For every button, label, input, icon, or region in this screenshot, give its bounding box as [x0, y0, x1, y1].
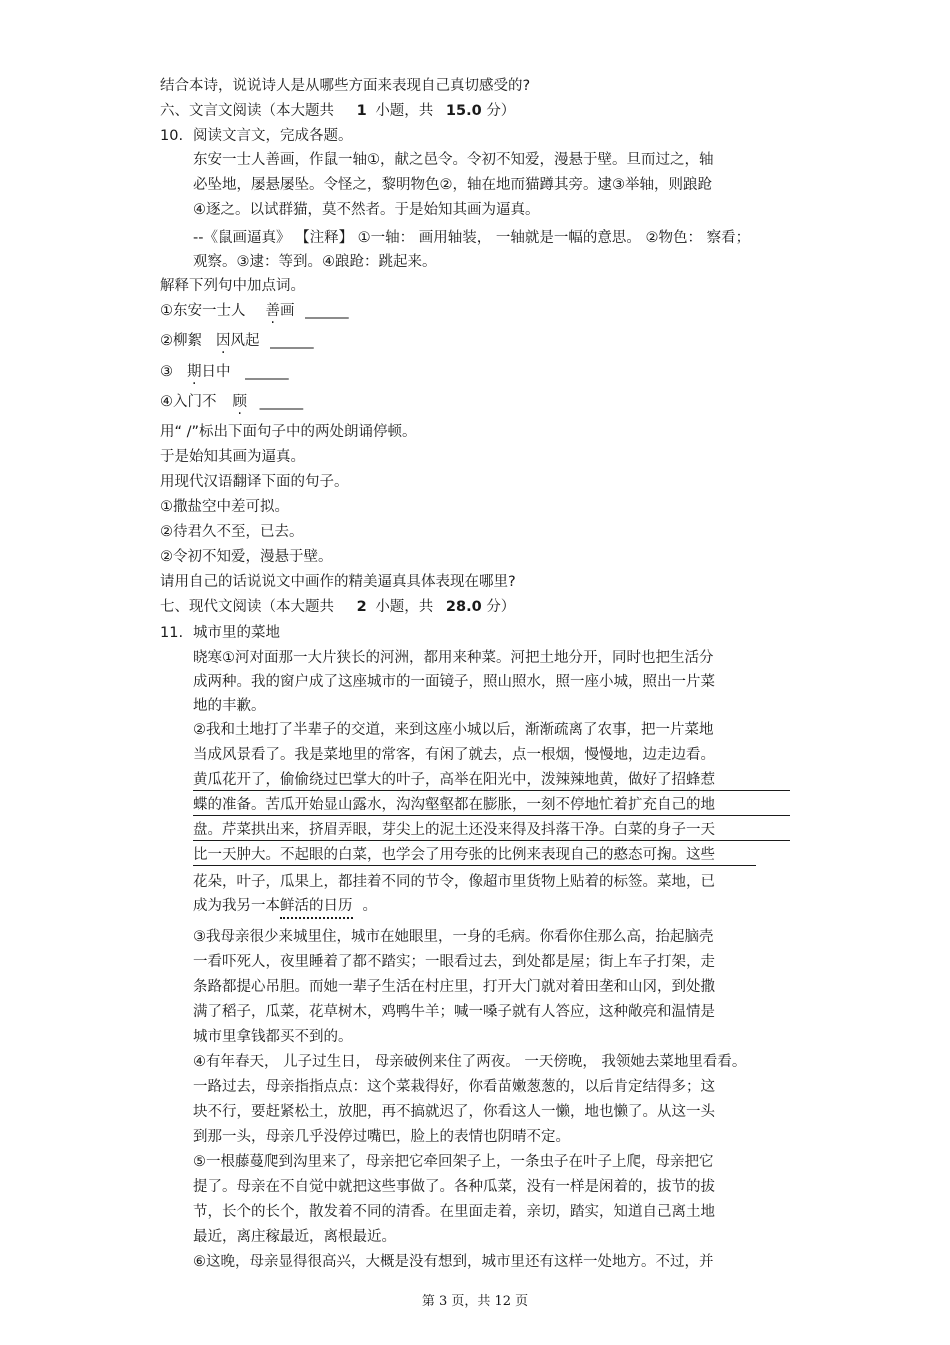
q11-number: 11. [160, 625, 184, 641]
paragraph-line [193, 896, 377, 916]
question-count: 1 [356, 103, 367, 119]
explain-item [160, 362, 289, 382]
dotted-phrase: 鲜活的日历 [280, 898, 353, 919]
item-suffix: 画 [280, 303, 295, 319]
paragraph-line: 条路都提心吊胆。而她一辈子生活在村庄里，打开大门就对着田垄和山冈，到处撒 [193, 979, 715, 995]
explain-item [160, 301, 349, 321]
underlined-line: 黄瓜花开了，偷偷绕过巴掌大的叶子，高举在阳光中，泼辣辣地黄，做好了招蜂惹 [193, 772, 715, 788]
page-footer: 第 3 页，共 12 页 [421, 1294, 529, 1309]
underline-rule [193, 790, 790, 791]
explain-item [160, 331, 314, 351]
paragraph-line: 一看吓死人，夜里睡着了都不踏实；一眼看过去，到处都是屋；街上车子打架，走 [193, 954, 715, 970]
explain-prompt: 解释下列句中加点词。 [160, 278, 305, 294]
paragraph-line: 一路过去，母亲指指点点：这个菜栽得好，你看苗嫩葱葱的，以后肯定结得多；这 [193, 1079, 715, 1095]
pause-sentence: 于是始知其画为逼真。 [160, 449, 305, 465]
section-label: 七、现代文阅读（本大题共 [160, 599, 334, 615]
section-score: 15.0 [445, 103, 482, 119]
section-mid: 小题，共 [375, 599, 434, 615]
explain-item [160, 392, 303, 412]
paragraph-line: 成两种。我的窗户成了这座城市的一面镜子，照山照水，照一座小城，照出一片菜 [193, 674, 715, 690]
paragraph-line: 块不行，要赶紧松土，放肥，再不搞就迟了，你看这人一懒，地也懒了。从这一头 [193, 1104, 715, 1120]
paragraph-line: 当成风景看了。我是菜地里的常客，有闲了就去，点一根烟，慢慢地，边走边看。 [193, 747, 715, 763]
paragraph-line: 地的丰歉。 [193, 698, 266, 714]
section-score: 28.0 [445, 599, 482, 615]
item-prefix: ①东安一士人 [160, 303, 246, 319]
item-suffix: 风起 [230, 333, 260, 349]
section-mid: 小题，共 [375, 103, 434, 119]
item-suffix: 日中 [201, 364, 231, 380]
item-prefix: ③ [160, 364, 173, 380]
answer-blank[interactable]: ______ [305, 303, 349, 319]
dotted-word: 顾 [232, 394, 247, 410]
paragraph-line: 晓寒①河对面那一大片狭长的河洲，都用来种菜。河把土地分开，同时也把生活分 [193, 650, 714, 666]
q10-number: 10. [160, 128, 184, 144]
passage-line: ④逐之。以试群猫，莫不然者。于是始知其画为逼真。 [193, 202, 540, 218]
section-7-header [160, 597, 515, 617]
paragraph-line: ②我和土地打了半辈子的交道，来到这座小城以后，渐渐疏离了农事，把一片菜地 [193, 722, 714, 738]
answer-blank[interactable]: ______ [259, 394, 304, 410]
annotation-line: --《鼠画逼真》 【注释】 ①一轴： 画用轴装， 一轴就是一幅的意思。 ②物色： 察看； [193, 230, 751, 246]
paragraph-line: ⑤一根藤蔓爬到沟里来了，母亲把它牵回架子上，一条虫子在叶子上爬，母亲把它 [193, 1154, 714, 1170]
paragraph-line: 满了稻子，瓜菜，花草树木，鸡鸭牛羊；喊一嗓子就有人答应，这种敞亮和温情是 [193, 1004, 715, 1020]
item-prefix: ②柳絮 [160, 333, 202, 349]
annotation-line: 观察。③逮：等到。④踉跄：跳起来。 [193, 254, 437, 270]
dotted-word: 因 [216, 333, 231, 349]
section-unit: 分） [486, 599, 516, 615]
dotted-word: 期 [187, 364, 202, 380]
paragraph-line: 最近，离庄稼最近，离根最近。 [193, 1229, 396, 1245]
underline-rule [193, 815, 790, 816]
paragraph-line: 到那一头，母亲几乎没停过嘴巴，脸上的表情也阴晴不定。 [193, 1129, 570, 1145]
translate-item: ②令初不知爱，漫悬于壁。 [160, 549, 333, 565]
section-label: 六、文言文阅读（本大题共 [160, 103, 334, 119]
line-suffix: 。 [362, 898, 377, 914]
translate-item: ②待君久不至，已去。 [160, 524, 304, 540]
underlined-line: 蝶的准备。苦瓜开始显山露水，沟沟壑壑都在膨胀，一刻不停地忙着扩充自己的地 [193, 797, 715, 813]
underlined-line: 盘。芹菜拱出来，挤眉弄眼，芽尖上的泥土还没来得及抖落干净。白菜的身子一天 [193, 822, 715, 838]
q9-prompt: 结合本诗，说说诗人是从哪些方面来表现自己真切感受的? [160, 78, 531, 94]
item-prefix: ④入门不 [160, 394, 217, 410]
paragraph-line: ⑥这晚，母亲显得很高兴，大概是没有想到，城市里还有这样一处地方。不过，并 [193, 1254, 714, 1270]
q11-title: 城市里的菜地 [193, 625, 280, 641]
q10-stem: 阅读文言文，完成各题。 [193, 128, 353, 144]
underlined-line: 比一天肿大。不起眼的白菜，也学会了用夸张的比例来表现自己的憨态可掬。这些 [193, 847, 715, 863]
paragraph-line: 节，长个的长个，散发着不同的清香。在里面走着，亲切，踏实，知道自己离土地 [193, 1204, 715, 1220]
translate-item: ①撒盐空中差可拟。 [160, 499, 289, 515]
pause-prompt: 用“ /”标出下面句子中的两处朗诵停顿。 [160, 424, 417, 440]
answer-blank[interactable]: ______ [270, 333, 314, 349]
question-count: 2 [356, 599, 367, 615]
section-6-header [160, 101, 515, 121]
dotted-word: 善 [265, 303, 280, 319]
underline-rule [193, 865, 756, 866]
passage-line: 东安一士人善画，作鼠一轴①，献之邑令。令初不知爱，漫悬于壁。旦而过之，轴 [193, 152, 714, 168]
paragraph-line: ③我母亲很少来城里住，城市在她眼里，一身的毛病。你看你住那么高，抬起脑壳 [193, 929, 714, 945]
q10-question: 请用自己的话说说文中画作的精美逼真具体表现在哪里? [160, 574, 516, 590]
paragraph-line: 花朵，叶子，瓜果上，都挂着不同的节令，像超市里货物上贴着的标签。菜地，已 [193, 874, 715, 890]
underline-rule [193, 840, 790, 841]
section-unit: 分） [486, 103, 516, 119]
translate-prompt: 用现代汉语翻译下面的句子。 [160, 474, 349, 490]
paragraph-line: 提了。母亲在不自觉中就把这些事做了。各种瓜菜，没有一样是闲着的，拔节的拔 [193, 1179, 715, 1195]
paragraph-line: ④有年春天， 儿子过生日， 母亲破例来住了两夜。 一天傍晚， 我领她去菜地里看看。 [193, 1054, 747, 1070]
line-prefix: 成为我另一本 [193, 898, 280, 914]
answer-blank[interactable]: ______ [245, 364, 289, 380]
paragraph-line: 城市里拿钱都买不到的。 [193, 1029, 353, 1045]
passage-line: 必坠地，屡悬屡坠。令怪之，黎明物色②，轴在地而猫蹲其旁。逮③举轴，则踉跄 [193, 177, 712, 193]
